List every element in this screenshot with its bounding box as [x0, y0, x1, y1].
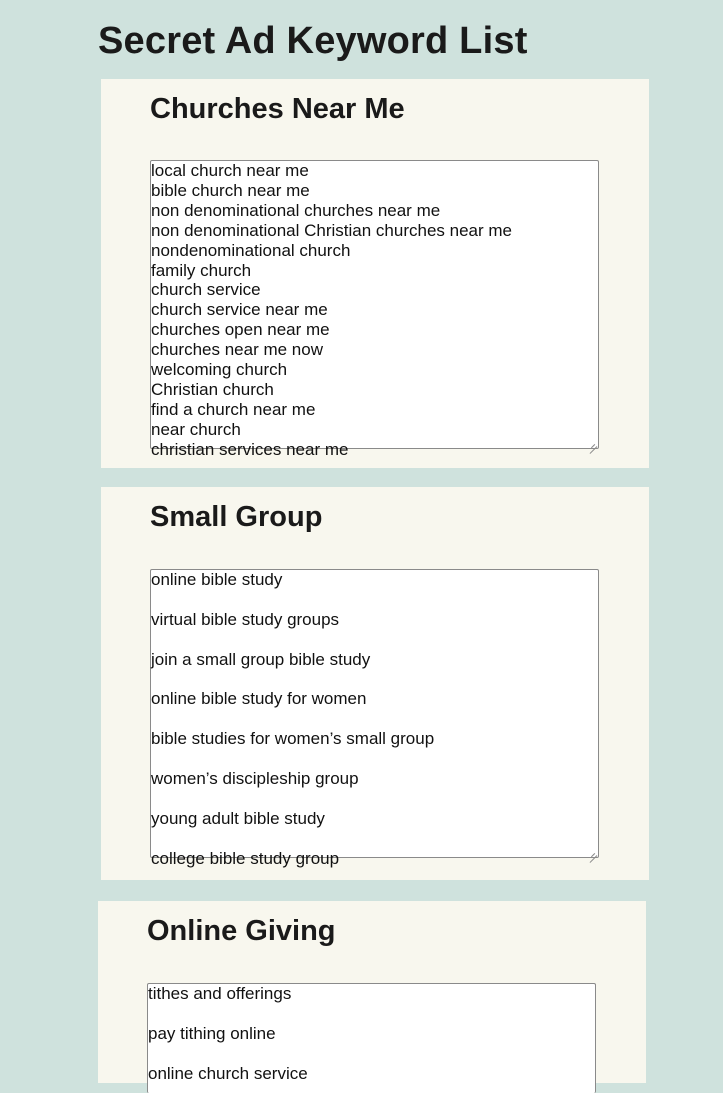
keyword-line: non denominational churches near me: [151, 200, 441, 220]
keyword-line: church service: [151, 280, 261, 300]
keyword-line: churches open near me: [151, 320, 330, 340]
section-title: Small Group: [150, 501, 323, 533]
keyword-line: join a small group bible study: [151, 649, 371, 669]
keyword-line: tithes and offerings: [148, 984, 292, 1003]
keyword-line: bible church near me: [151, 180, 310, 200]
keyword-list: [151, 570, 598, 868]
keyword-textarea[interactable]: [150, 569, 599, 868]
keyword-line: near church: [151, 419, 241, 439]
keyword-line: family church: [151, 260, 252, 280]
keyword-line: local church near me: [151, 161, 309, 180]
keyword-line: online bible study for women: [151, 689, 367, 709]
keyword-line: welcoming church: [151, 360, 288, 380]
page-title: Secret Ad Keyword List: [98, 20, 528, 62]
keyword-line: find a church near me: [151, 399, 316, 419]
keyword-textarea[interactable]: [150, 160, 599, 459]
keyword-textarea[interactable]: [147, 983, 596, 1093]
section-card-online-giving: [98, 901, 646, 1083]
keyword-line: churches near me now: [151, 340, 323, 360]
keyword-line: college bible study group: [151, 848, 340, 868]
keyword-line: church service near me: [151, 300, 328, 320]
keyword-line: christian services near me: [151, 439, 349, 459]
section-title: Online Giving: [147, 915, 336, 947]
keyword-line: online church service: [148, 1063, 308, 1083]
resize-handle-icon[interactable]: [589, 848, 597, 856]
keyword-line: non denominational Christian churches near me: [151, 220, 512, 240]
keyword-line: women’s discipleship group: [151, 768, 359, 788]
section-card-churches-near-me: [101, 79, 649, 468]
keyword-line: young adult bible study: [151, 808, 325, 828]
keyword-list: [148, 984, 595, 1084]
keyword-line: online bible study: [151, 570, 283, 589]
keyword-line: pay tithing online: [148, 1023, 276, 1043]
keyword-line: nondenominational church: [151, 240, 351, 260]
keyword-line: Christian church: [151, 379, 274, 399]
keyword-list: [151, 161, 598, 460]
resize-handle-icon[interactable]: [589, 439, 597, 447]
section-title: Churches Near Me: [150, 93, 405, 125]
keyword-line: bible studies for women’s small group: [151, 729, 435, 749]
keyword-line: virtual bible study groups: [151, 609, 340, 629]
section-card-small-group: [101, 487, 649, 880]
